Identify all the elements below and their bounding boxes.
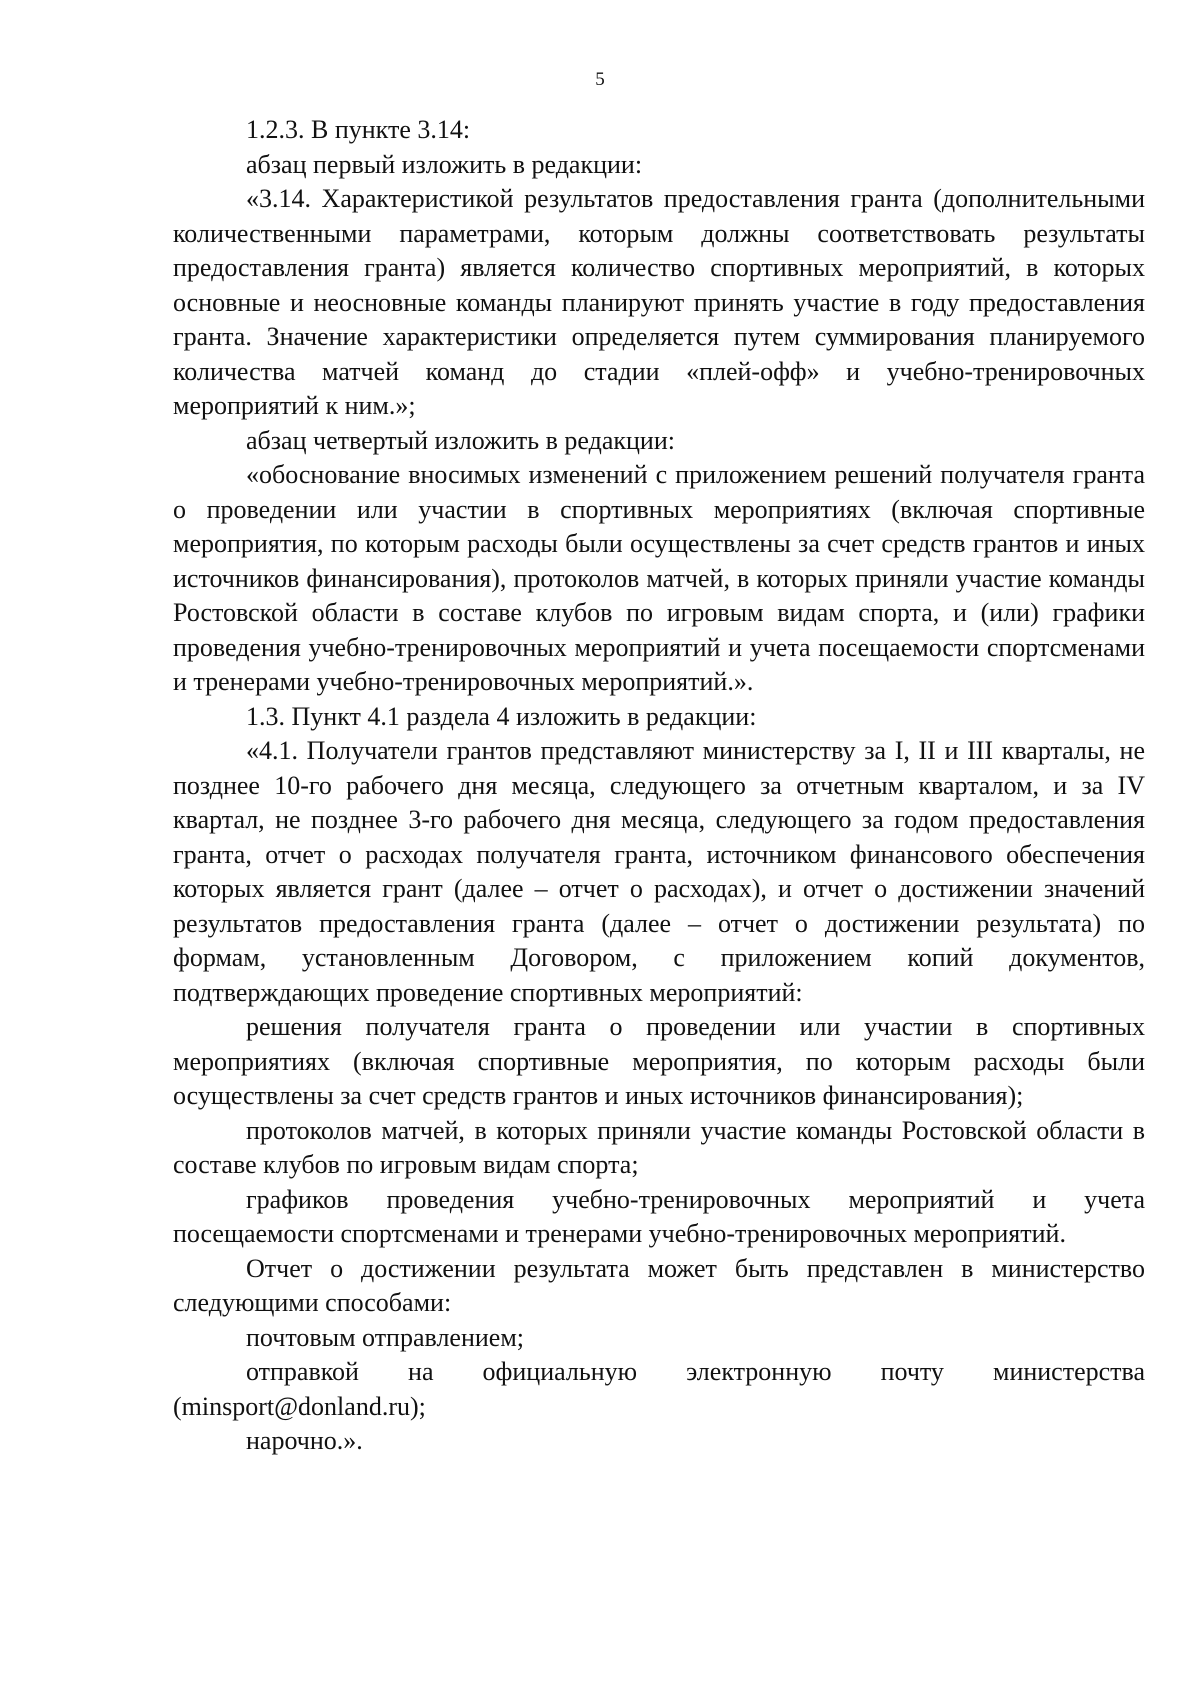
paragraph-schedules-list-item: графиков проведения учебно-тренировочных мероприятий и учета посещаемости спортсменами и тренерами учебно-тренировочных мероприятий.: [173, 1184, 1145, 1248]
paragraph-justification-text: «обоснование вносимых изменений с приложением решений получателя гранта о проведении или участии в спортивных мероприятиях (включая спортивные мероприятия, по которым расходы были осуществлены за счет средств грантов и иных источников финансирования), протоколов матчей, в которых приняли участие команды Ростовской области в составе клубов по игровым видам спорта, и (или) графики проведения учебно-тренировочных мероприятий и учета посещаемости спортсменами и тренерами учебно-тренировочных мероприятий.».: [173, 460, 1145, 696]
document-body: [173, 113, 1145, 1459]
paragraph-4-1-text: «4.1. Получатели грантов представляют министерству за I, II и III кварталы, не позднее 10-го рабочего дня месяца, следующего за отчетным кварталом, и за IV квартал, не позднее 3-го рабочего дня месяца, следующего за годом предоставления гранта, отчет о расходах получателя гранта, источником финансового обеспечения которых является грант (далее – отчет о расходах), и отчет о достижении значений результатов предоставления гранта (далее – отчет о достижении результата) по формам, установленным Договором, с приложением копий документов, подтверждающих проведение спортивных мероприятий:: [173, 736, 1145, 1007]
paragraph-decisions-list-item: решения получателя гранта о проведении или участии в спортивных мероприятиях (включая спортивные мероприятия, по которым расходы были осуществлены за счет средств грантов и иных источников финансирования);: [173, 1012, 1145, 1110]
paragraph-first-abzac-instruction: абзац первый изложить в редакции:: [246, 149, 643, 179]
page-number: 5: [595, 69, 605, 90]
paragraph-3-14-text: «3.14. Характеристикой результатов предоставления гранта (дополнительными количественными параметрами, которым должны соответствовать результаты предоставления гранта) является количество спортивных мероприятий, в которых основные и неосновные команды планируют принять участие в году предоставления гранта. Значение характеристики определяется путем суммирования планируемого количества матчей команд до стадии «плей-офф» и учебно-тренировочных мероприятий к ним.»;: [173, 184, 1145, 420]
paragraph-email-method: отправкой на официальную электронную почту министерства (minsport@donland.ru);: [173, 1357, 1145, 1421]
paragraph-report-methods-intro: Отчет о достижении результата может быть представлен в министерство следующими способами:: [173, 1253, 1145, 1317]
paragraph-1-2-3-heading: 1.2.3. В пункте 3.14:: [246, 115, 471, 144]
paragraph-postal-method: почтовым отправлением;: [246, 1322, 525, 1352]
paragraph-protocols-list-item: протоколов матчей, в которых приняли участие команды Ростовской области в составе клубов по игровым видам спорта;: [173, 1115, 1145, 1179]
paragraph-hand-delivery-method: нарочно.».: [246, 1426, 363, 1455]
paragraph-fourth-abzac-instruction: абзац четвертый изложить в редакции:: [246, 425, 675, 455]
paragraph-1-3-heading: 1.3. Пункт 4.1 раздела 4 изложить в редакции:: [246, 701, 757, 731]
